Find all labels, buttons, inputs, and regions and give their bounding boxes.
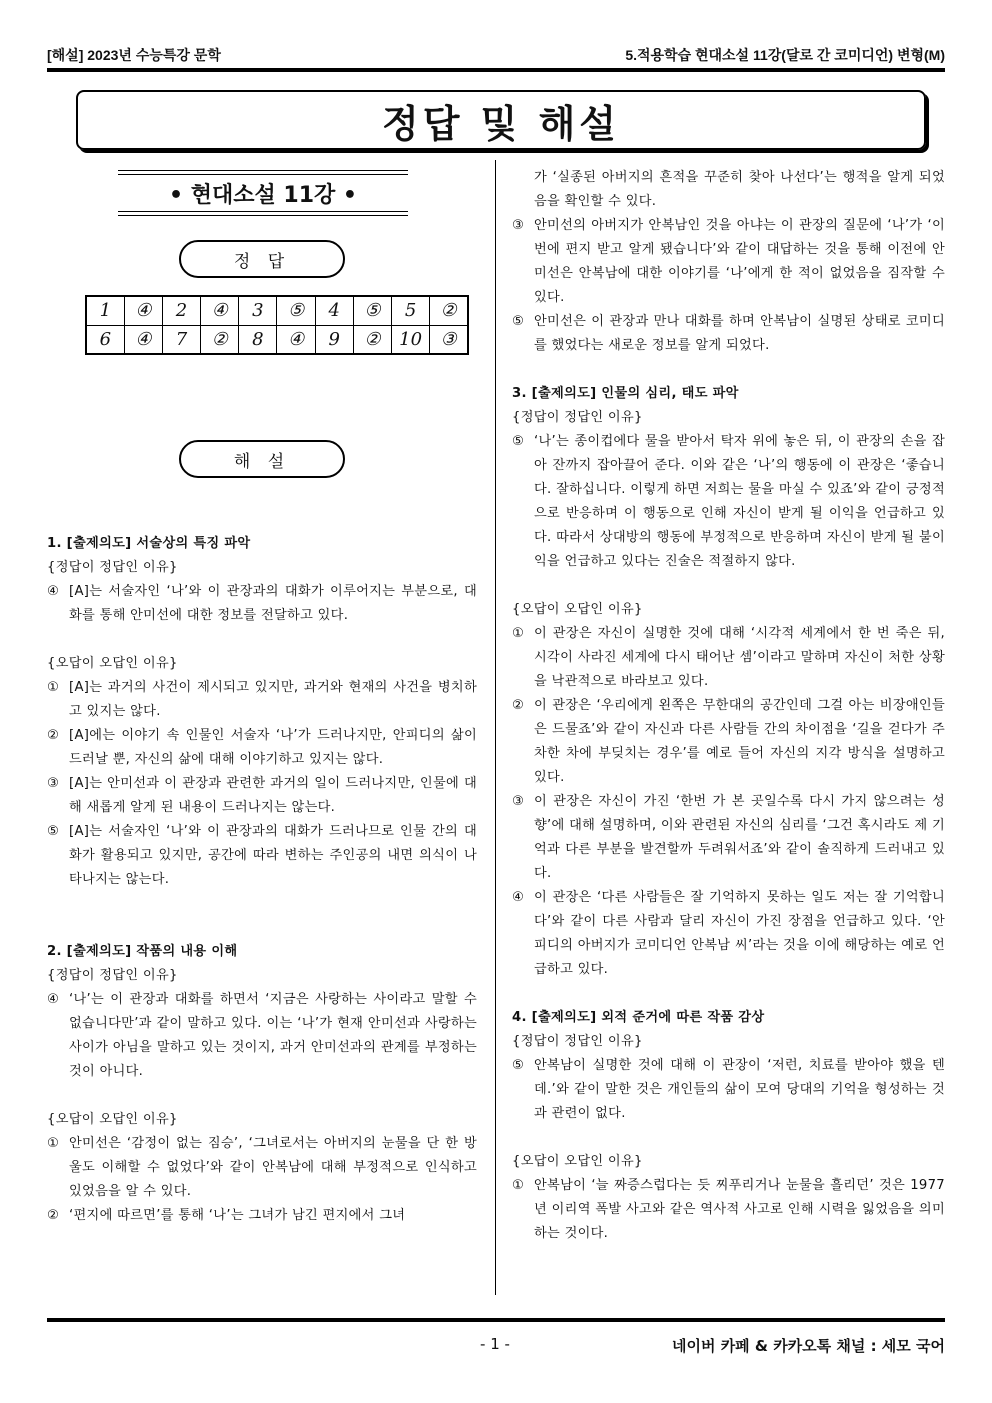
item-mark	[512, 166, 534, 214]
q2-wrong-list	[47, 1132, 477, 1228]
q4-wrong-head: {오답이 오답인 이유}	[512, 1154, 643, 1169]
item-mark: ⑤	[512, 1058, 525, 1073]
answer-choice: ④	[277, 325, 315, 354]
item-text: 안미선은 이 관장과 만나 대화를 하며 안복남이 실명된 상태로 코미디를 했었다는 새로운 정보를 알게 되었다.	[534, 314, 945, 353]
item-mark: ⑤	[512, 434, 525, 449]
q3-wrong-list	[512, 622, 945, 982]
footer-credit: 네이버 카페 & 카카오톡 채널 : 세모 국어	[672, 1337, 945, 1355]
item-mark: ⑤	[512, 314, 525, 329]
left-column	[47, 532, 477, 1228]
title-box	[76, 90, 926, 150]
answer-choice: ②	[353, 325, 391, 354]
list-item	[47, 1204, 477, 1228]
item-text: 이 관장은 자신이 실명한 것에 대해 ‘시각적 세계에서 한 번 죽은 뒤, 시각이 사라진 세계에 다시 태어난 셈’이라고 말하며 자신이 처한 상황을 낙관적으로 바라보고 있다.	[534, 626, 945, 689]
item-mark: ③	[512, 794, 525, 809]
item-text: 이 관장은 ‘우리에게 왼쪽은 무한대의 공간인데 그걸 아는 비장애인들은 드물죠’와 같이 자신과 다른 사람들 간의 차이점을 ‘길을 걷다가 주차한 차에 부딪치는 경우’를 예로 들어 자신의 지각 방식을 설명하고 있다.	[534, 698, 945, 785]
item-text: [A]는 안미선과 이 관장과 관련한 과거의 일이 드러나지만, 인물에 대해 새롭게 알게 된 내용이 드러나지는 않는다.	[69, 776, 477, 815]
q2-cont-list	[512, 166, 945, 358]
item-text: ‘편지에 따르면’를 통해 ‘나’는 그녀가 남긴 편지에서 그녀	[69, 1208, 406, 1223]
q2-wrong-head: {오답이 오답인 이유}	[47, 1112, 178, 1127]
item-mark: ④	[47, 584, 60, 599]
item-mark: ④	[47, 992, 60, 1007]
header-rule	[47, 68, 945, 72]
item-text: ‘나’는 이 관장과 대화를 하면서 ‘지금은 사랑하는 사이라고 말할 수 없습니다만’과 같이 말하고 있다. 이는 ‘나’가 현재 안미선과 사랑하는 사이가 아님을 말하고 있는 것이지, 과거 안미선과의 관계를 부정하는 것이 아니다.	[69, 992, 477, 1079]
q2-title: 2. [출제의도] 작품의 내용 이해	[47, 944, 238, 959]
page-title: 정답 및 해설	[382, 101, 620, 146]
list-item	[512, 214, 945, 310]
list-item	[512, 694, 945, 790]
q1-wrong-head: {오답이 오답인 이유}	[47, 656, 178, 671]
item-mark: ①	[512, 1178, 525, 1193]
q1-wrong-list	[47, 676, 477, 892]
q1-title: 1. [출제의도] 서술상의 특징 파악	[47, 536, 251, 551]
answer-row	[86, 325, 468, 354]
item-text: [A]는 과거의 사건이 제시되고 있지만, 과거와 현재의 사건을 병치하고 있지는 않다.	[69, 680, 477, 719]
answer-number: 7	[162, 325, 200, 354]
answer-choice: ②	[201, 325, 239, 354]
answer-number: 2	[162, 296, 200, 325]
item-text: [A]는 서술자인 ‘나’와 이 관장과의 대화가 드러나므로 인물 간의 대화가 활용되고 있지만, 공간에 따라 변하는 주인공의 내면 의식이 나타나지는 않는다.	[69, 824, 477, 887]
answer-choice: ⑤	[277, 296, 315, 325]
right-column	[512, 166, 945, 1246]
answer-choice: ④	[201, 296, 239, 325]
item-text: [A]에는 이야기 속 인물인 서술자 ‘나’가 드러나지만, 안피디의 삶이 드러날 뿐, 자신의 삶에 대해 이야기하고 있지는 않다.	[69, 728, 477, 767]
answer-choice: ③	[430, 325, 468, 354]
list-item	[512, 1174, 945, 1246]
list-item	[512, 166, 945, 214]
answer-number: 6	[86, 325, 124, 354]
page-number: - 1 -	[480, 1335, 510, 1353]
answer-number: 8	[239, 325, 277, 354]
footer-rule	[47, 1318, 945, 1322]
header-left: [해설] 2023년 수능특강 문학	[47, 47, 221, 63]
item-text: [A]는 서술자인 ‘나’와 이 관장과의 대화가 이루어지는 부분으로, 대화를 통해 안미선에 대한 정보를 전달하고 있다.	[69, 584, 477, 623]
item-mark: ③	[512, 218, 525, 233]
item-mark: ②	[512, 698, 525, 713]
q1-correct-head: {정답이 정답인 이유}	[47, 560, 178, 575]
item-mark: ①	[47, 1136, 60, 1151]
q3-title: 3. [출제의도] 인물의 심리, 태도 파악	[512, 386, 739, 401]
q4-wrong-list	[512, 1174, 945, 1246]
item-mark: ④	[512, 890, 525, 905]
column-divider	[495, 160, 496, 1295]
item-text: 안미선의 아버지가 안복남인 것을 아냐는 이 관장의 질문에 ‘나’가 ‘이번에 편지 받고 알게 됐습니다’와 같이 대답하는 것을 통해 이전에 안미선은 안복남에 대한 이야기를 ‘나’에게 한 적이 없었음을 짐작할 수 있다.	[534, 218, 945, 305]
q4-correct-head: {정답이 정답인 이유}	[512, 1034, 643, 1049]
item-mark: ②	[47, 1208, 60, 1223]
item-text: 이 관장은 자신이 가진 ‘한번 가 본 곳일수록 다시 가지 않으려는 성향’에 대해 설명하며, 이와 관련된 자신의 심리를 ‘그건 혹시라도 제 기억과 다른 부분을 발견할까 두려워서죠’와 같이 솔직하게 드러내고 있다.	[534, 794, 945, 881]
q4-title: 4. [출제의도] 외적 준거에 따른 작품 감상	[512, 1010, 765, 1025]
q2-correct-item	[47, 988, 477, 1084]
item-text: 안복남이 ‘늘 짜증스럽다는 듯 찌푸리거나 눈물을 흘리던’ 것은 1977년 이리역 폭발 사고와 같은 역사적 사고로 인해 시력을 잃었음을 의미하는 것이다.	[534, 1178, 945, 1241]
item-text: 안복남이 실명한 것에 대해 이 관장이 ‘저런, 치료를 받아야 했을 텐데.’와 같이 말한 것은 개인들의 삶이 모여 당대의 기억을 형성하는 것과 관련이 없다.	[534, 1058, 945, 1121]
item-mark: ②	[47, 728, 60, 743]
answer-number: 4	[315, 296, 353, 325]
q2-correct-head: {정답이 정답인 이유}	[47, 968, 178, 983]
answer-choice: ⑤	[353, 296, 391, 325]
answer-number: 10	[392, 325, 430, 354]
item-mark: ⑤	[47, 824, 60, 839]
lesson-title: • 현대소설 11강 •	[118, 170, 408, 216]
list-item	[47, 1132, 477, 1204]
item-text: ‘나’는 종이컵에다 물을 받아서 탁자 위에 놓은 뒤, 이 관장의 손을 잡아 잔까지 잡아끌어 준다. 이와 같은 ‘나’의 행동에 이 관장은 ‘좋습니다. 잘하십니다. 이렇게 하면 저희는 물을 마실 수 있죠’와 같이 긍정적으로 반응하며 이 행동으로 인해 자신이 받게 될 이익을 언급하고 있다. 따라서 상대방의 행동에 부정적으로 반응하며 자신이 받게 될 불이익을 언급하고 있다는 진술은 적절하지 않다.	[534, 434, 945, 569]
header-right: 5.적용학습 현대소설 11강(달로 간 코미디언) 변형(M)	[625, 47, 945, 63]
answer-number: 1	[86, 296, 124, 325]
list-item	[512, 310, 945, 358]
list-item	[512, 790, 945, 886]
list-item	[512, 622, 945, 694]
item-mark: ③	[47, 776, 60, 791]
answer-number: 9	[315, 325, 353, 354]
answer-choice: ④	[124, 325, 162, 354]
list-item	[47, 772, 477, 820]
q4-correct-item	[512, 1054, 945, 1126]
q3-correct-item	[512, 430, 945, 574]
explain-label: 해 설	[179, 440, 345, 478]
item-mark: ①	[512, 626, 525, 641]
q3-correct-head: {정답이 정답인 이유}	[512, 410, 643, 425]
list-item	[47, 820, 477, 892]
item-text: 가 ‘실종된 아버지의 흔적을 꾸준히 찾아 나선다’는 행적을 알게 되었음을 확인할 수 있다.	[534, 170, 945, 209]
answer-label: 정 답	[179, 240, 345, 278]
answer-row	[86, 296, 468, 325]
q3-wrong-head: {오답이 오답인 이유}	[512, 602, 643, 617]
answer-choice: ④	[124, 296, 162, 325]
answer-number: 5	[392, 296, 430, 325]
q1-correct-item	[47, 580, 477, 628]
list-item	[47, 724, 477, 772]
item-mark: ①	[47, 680, 60, 695]
page-header	[47, 40, 945, 70]
item-text: 이 관장은 ‘다른 사람들은 잘 기억하지 못하는 일도 저는 잘 기억합니다’와 같이 다른 사람과 달리 자신이 가진 장점을 언급하고 있다. ‘안 피디의 아버지가 코미디언 안복남 씨’라는 것을 이에 해당하는 예로 언급하고 있다.	[534, 890, 945, 977]
list-item	[512, 886, 945, 982]
list-item	[47, 676, 477, 724]
answer-number: 3	[239, 296, 277, 325]
answer-choice: ②	[430, 296, 468, 325]
item-text: 안미선은 ‘감정이 없는 짐승’, ‘그녀로서는 아버지의 눈물을 단 한 방울도 이해할 수 없었다’와 같이 안복남에 대해 부정적으로 인식하고 있었음을 알 수 있다.	[69, 1136, 477, 1199]
answer-table	[85, 295, 469, 355]
